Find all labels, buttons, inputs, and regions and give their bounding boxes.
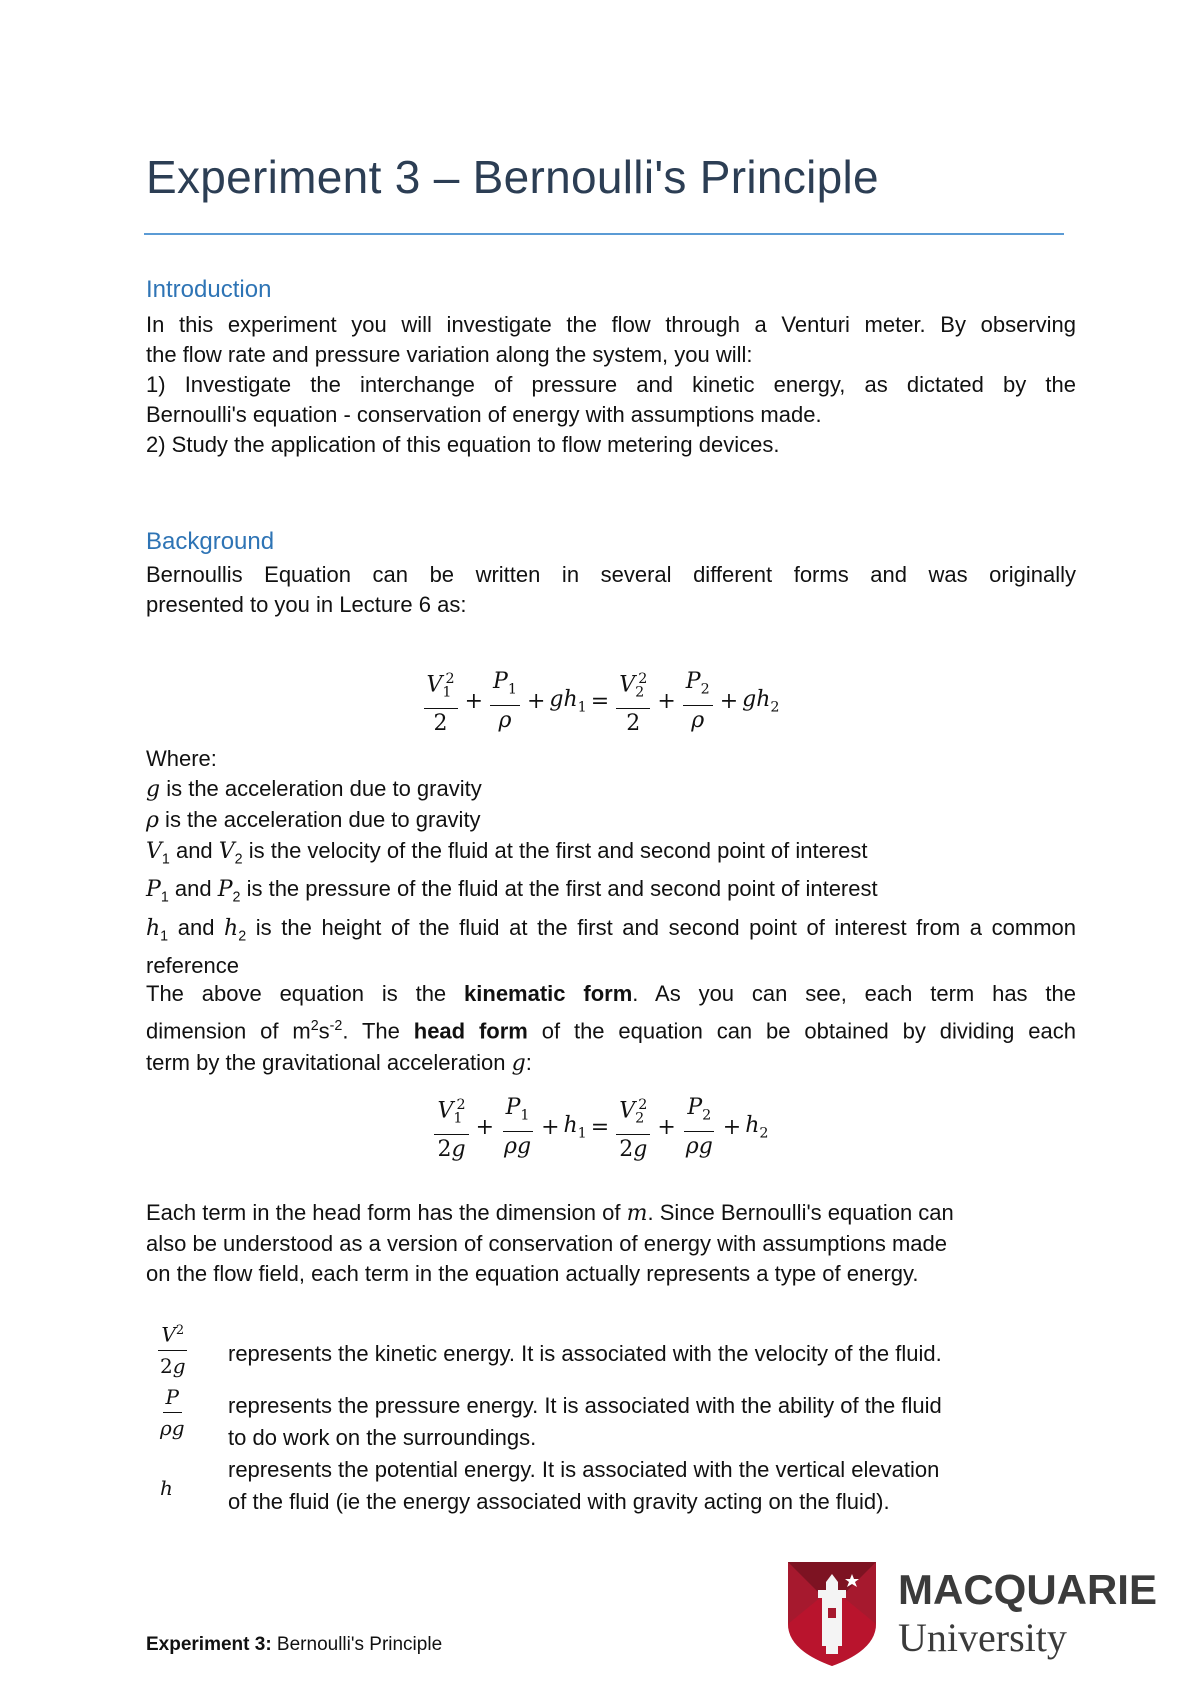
head-form-term: head form <box>413 1018 528 1044</box>
kinematic-equation: $\frac{V_1^2}{2}$ + $\frac{P_1}{\rho}$ + $gh_1$ = $\frac{V_2^2}{2}$ + $\frac{P_2}{\rho}$ + $gh_2$ <box>0 666 1200 737</box>
definition-v: $V_1$ and $V_2$ is the velocity of the fluid at the first and second point of interest <box>146 838 868 868</box>
intro-line: 1) Investigate the interchange of pressure and kinetic energy, as dictated by the <box>146 372 1076 397</box>
head-equation: $\frac{V_1^2}{2g}$ + $\frac{P_1}{\rho g}$ + $h_1$ = $\frac{V_2^2}{2g}$ + $\frac{P_2}{\rho g}$ + $h_2$ <box>0 1092 1200 1163</box>
energy-kinetic: $\frac{V^2}{2g}$ represents the kinetic energy. It is associated with the velocity of the fluid. <box>146 1318 1076 1388</box>
kinematic-paragraph: The above equation is the kinematic form. As you can see, each term has the dimension of $m^2s^{-2}$. The head form of the equation can be obtained by dividing each term by the gravitational acceleration g: <box>146 981 1077 1077</box>
title-divider <box>144 233 1064 235</box>
definition-g: g is the acceleration due to gravity <box>146 776 482 802</box>
energy-pressure: $\frac{P}{\rho g}$ represents the pressure energy. It is associated with the ability of the fluid to do work on the surroundings. <box>146 1384 1076 1454</box>
definitions <box>146 744 1076 981</box>
page-footer: Experiment 3: Bernoulli's Principle <box>146 1634 443 1655</box>
where-label: Where: <box>146 746 217 771</box>
head-paragraph: Each term in the head form has the dimension of m. Since Bernoulli's equation can also be understood as a version of conservation of energy with assumptions made on the flow field, each term in the equation actually represents a type of energy. <box>146 1200 954 1286</box>
intro-line: 2) Study the application of this equation to flow metering devices. <box>146 432 780 457</box>
logo-subtitle: University <box>898 1615 1067 1660</box>
macquarie-university-logo <box>782 1558 1157 1670</box>
definition-h: $h_1$ and $h_2$ is the height of the fluid at the first and second point of interest from a common <box>146 914 1076 945</box>
potential-term-symbol: h <box>160 1476 173 1500</box>
definition-rho: ρ is the acceleration due to gravity <box>146 807 481 833</box>
energy-potential: h represents the potential energy. It is associated with the vertical elevation of the fluid (ie the energy associated with gravity acting on the fluid). <box>160 1457 940 1514</box>
kinematic-form-term: kinematic form <box>464 981 633 1006</box>
background-line: Bernoullis Equation can be written in several different forms and was originally <box>146 562 1076 587</box>
introduction-body <box>146 310 1076 460</box>
intro-line: the flow rate and pressure variation along the system, you will: <box>146 342 753 367</box>
logo-wordmark: MACQUARIE <box>898 1566 1157 1613</box>
definition-p: $P_1$ and $P_2$ is the pressure of the fluid at the first and second point of interest <box>146 876 878 906</box>
background-intro <box>146 560 1076 620</box>
definition-h-continued: reference <box>146 953 239 979</box>
page-title: Experiment 3 – Bernoulli's Principle <box>146 151 879 203</box>
university-shield-icon <box>782 1558 882 1670</box>
pressure-term-symbol: $\frac{P}{\rho g}$ <box>160 1385 185 1440</box>
background-line: presented to you in Lecture 6 as: <box>146 592 467 617</box>
introduction-heading: Introduction <box>146 276 272 303</box>
intro-line: Bernoulli's equation - conservation of energy with assumptions made. <box>146 402 822 427</box>
intro-line: In this experiment you will investigate the flow through a Venturi meter. By observing <box>146 312 1076 337</box>
kinetic-term-symbol: $\frac{V^2}{2g}$ <box>154 1318 192 1379</box>
background-heading: Background <box>146 528 275 555</box>
